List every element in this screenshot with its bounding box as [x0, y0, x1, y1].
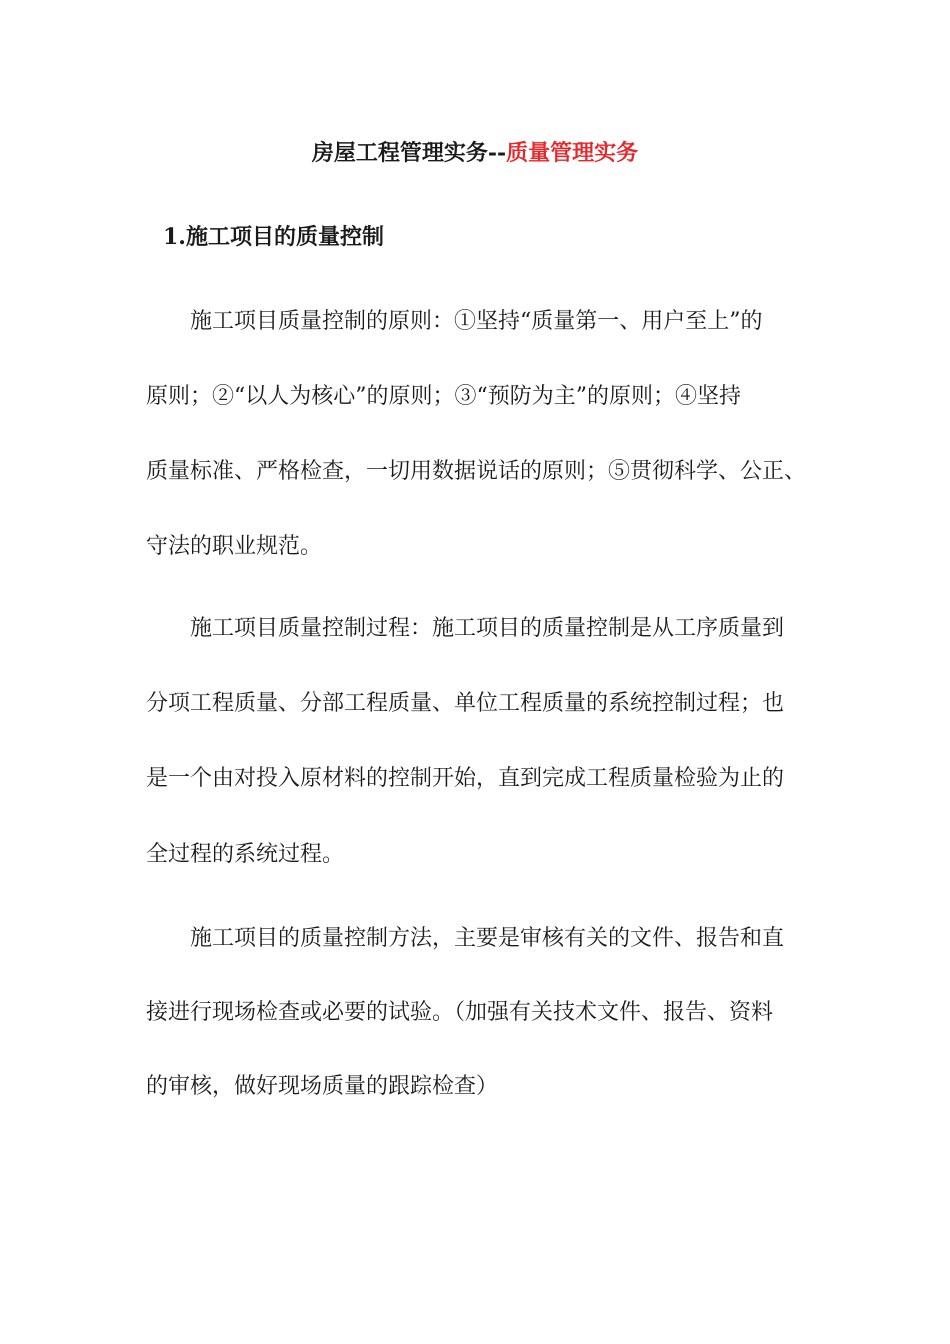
page-title [0, 138, 950, 168]
paragraph-3-line-1: 施工项目的质量控制方法，主要是审核有关的文件、报告和直 [190, 926, 785, 951]
paragraph-2-line-2: 分项工程质量、分部工程质量、单位工程质量的系统控制过程；也 [146, 691, 785, 716]
paragraph-2-line-1: 施工项目质量控制过程：施工项目的质量控制是从工序质量到 [190, 616, 785, 641]
title-main: 房屋工程管理实务-- [311, 140, 507, 166]
title-accent: 质量管理实务 [506, 140, 639, 166]
paragraph-2-line-4: 全过程的系统过程。 [146, 842, 345, 867]
paragraph-1-line-4: 守法的职业规范。 [146, 534, 323, 559]
paragraph-1-line-2: 原则；②“以人为核心”的原则；③“预防为主”的原则；④坚持 [146, 384, 741, 409]
paragraph-3-line-3: 的审核，做好现场质量的跟踪检查） [146, 1074, 499, 1099]
paragraph-1-line-1: 施工项目质量控制的原则：①坚持“质量第一、用户至上”的 [190, 309, 763, 334]
paragraph-3-line-2: 接进行现场检查或必要的试验。（加强有关技术文件、报告、资料 [146, 1000, 774, 1025]
section-heading: 1.施工项目的质量控制 [163, 224, 384, 250]
paragraph-1-line-3: 质量标准、严格检查，一切用数据说话的原则；⑤贯彻科学、公正、 [146, 459, 807, 484]
paragraph-2-line-3: 是一个由对投入原材料的控制开始，直到完成工程质量检验为止的 [146, 766, 785, 791]
